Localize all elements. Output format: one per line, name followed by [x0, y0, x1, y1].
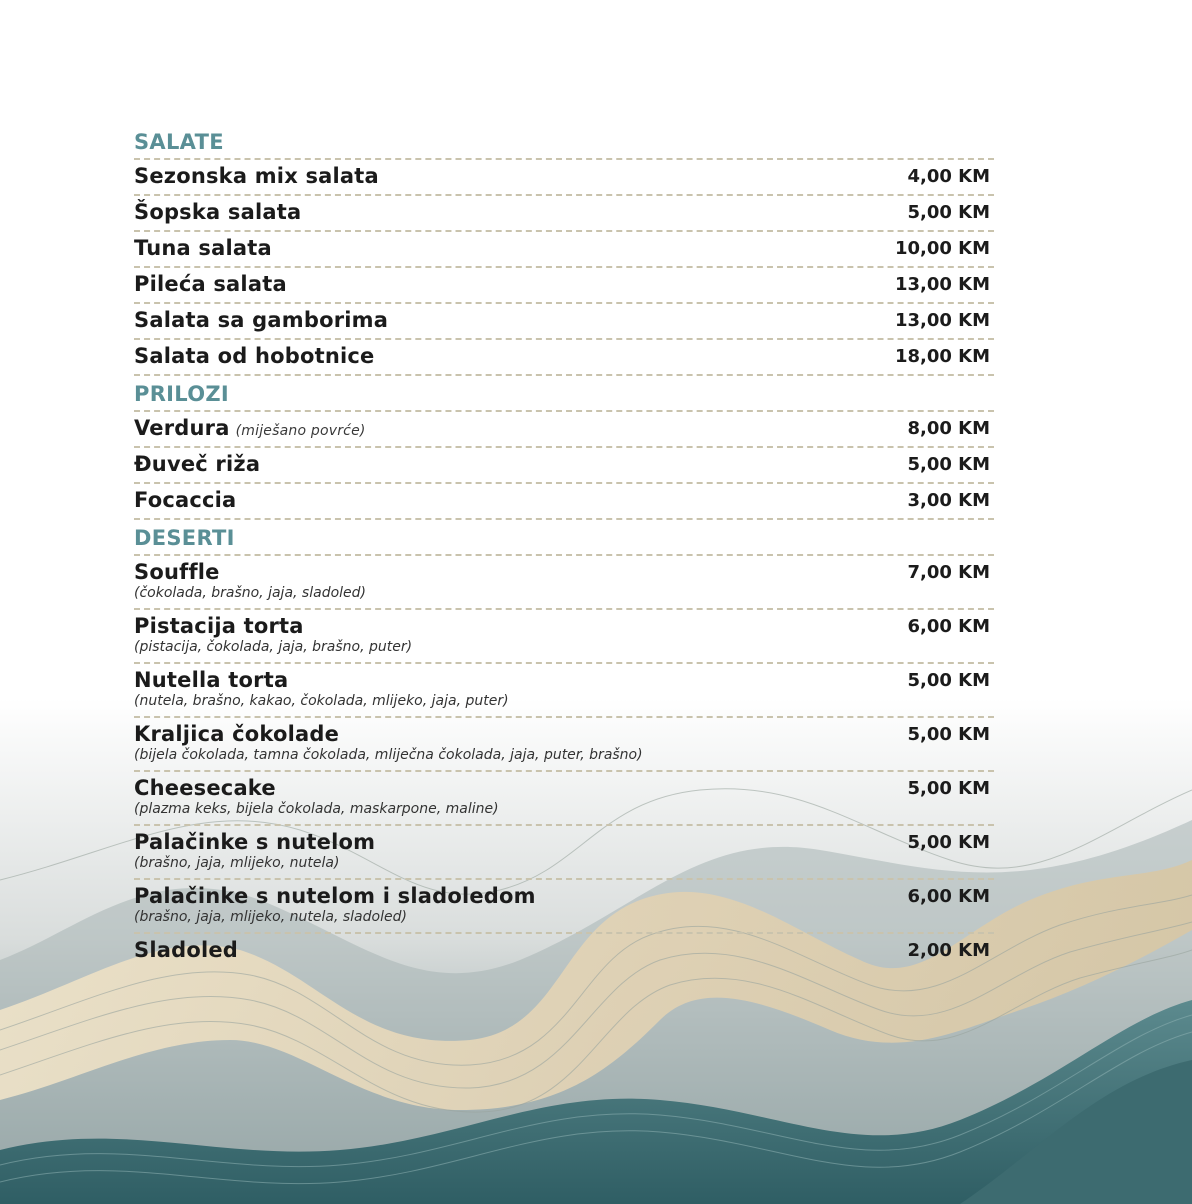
item-ingredients: (bijela čokolada, tamna čokolada, mliječna čokolada, jaja, puter, brašno) — [134, 747, 643, 763]
item-ingredients: (čokolada, brašno, jaja, sladoled) — [134, 585, 366, 601]
menu-item — [134, 664, 994, 718]
item-name: Pileća salata — [134, 272, 287, 296]
menu-item — [134, 556, 994, 610]
item-name: Đuveč riža — [134, 452, 261, 476]
item-name: Sladoled — [134, 938, 239, 962]
item-price: 5,00 KM — [907, 670, 990, 691]
item-price: 8,00 KM — [907, 418, 990, 439]
item-ingredients: (pistacija, čokolada, jaja, brašno, puter) — [134, 639, 413, 655]
item-price: 5,00 KM — [907, 832, 990, 853]
item-name: Palačinke s nutelom i sladoledom — [134, 884, 536, 908]
menu-item — [134, 196, 994, 232]
menu-item — [134, 934, 994, 970]
item-name: Pistacija torta — [134, 614, 304, 638]
menu-item — [134, 484, 994, 520]
item-name: Šopska salata — [134, 200, 302, 224]
menu-item — [134, 826, 994, 880]
item-name: Sezonska mix salata — [134, 164, 379, 188]
item-name: Palačinke s nutelom — [134, 830, 376, 854]
item-price: 13,00 KM — [894, 274, 990, 295]
item-note: (miješano povrće) — [235, 423, 366, 439]
item-price: 10,00 KM — [894, 238, 990, 259]
item-name: Kraljica čokolade — [134, 722, 340, 746]
item-price: 5,00 KM — [907, 778, 990, 799]
menu-item — [134, 772, 994, 826]
item-name: Salata sa gamborima — [134, 308, 389, 332]
item-price: 6,00 KM — [907, 616, 990, 637]
menu-item — [134, 718, 994, 772]
menu-list — [134, 124, 994, 970]
menu-item — [134, 412, 994, 448]
item-price: 2,00 KM — [907, 940, 990, 961]
item-price: 18,00 KM — [894, 346, 990, 367]
section-title-salate: SALATE — [134, 124, 994, 160]
menu-item — [134, 880, 994, 934]
menu-item — [134, 448, 994, 484]
menu-item — [134, 304, 994, 340]
item-name — [134, 416, 366, 440]
menu-item — [134, 232, 994, 268]
item-name: Focaccia — [134, 488, 237, 512]
menu-item — [134, 340, 994, 376]
item-ingredients: (nutela, brašno, kakao, čokolada, mlijeko, jaja, puter) — [134, 693, 509, 709]
item-name: Nutella torta — [134, 668, 289, 692]
item-price: 4,00 KM — [907, 166, 990, 187]
item-name: Salata od hobotnice — [134, 344, 375, 368]
item-ingredients: (plazma keks, bijela čokolada, maskarpone, maline) — [134, 801, 499, 817]
item-price: 13,00 KM — [894, 310, 990, 331]
item-name-text: Verdura — [134, 416, 230, 440]
item-ingredients: (brašno, jaja, mlijeko, nutela) — [134, 855, 340, 871]
item-name: Tuna salata — [134, 236, 272, 260]
menu-item — [134, 160, 994, 196]
section-title-prilozi: PRILOZI — [134, 376, 994, 412]
item-name: Souffle — [134, 560, 220, 584]
item-price: 6,00 KM — [907, 886, 990, 907]
menu-item — [134, 268, 994, 304]
item-price: 7,00 KM — [907, 562, 990, 583]
item-name: Cheesecake — [134, 776, 276, 800]
section-title-deserti: DESERTI — [134, 520, 994, 556]
item-price: 5,00 KM — [907, 724, 990, 745]
menu-item — [134, 610, 994, 664]
item-price: 5,00 KM — [907, 454, 990, 475]
item-price: 3,00 KM — [907, 490, 990, 511]
item-ingredients: (brašno, jaja, mlijeko, nutela, sladoled) — [134, 909, 407, 925]
item-price: 5,00 KM — [907, 202, 990, 223]
